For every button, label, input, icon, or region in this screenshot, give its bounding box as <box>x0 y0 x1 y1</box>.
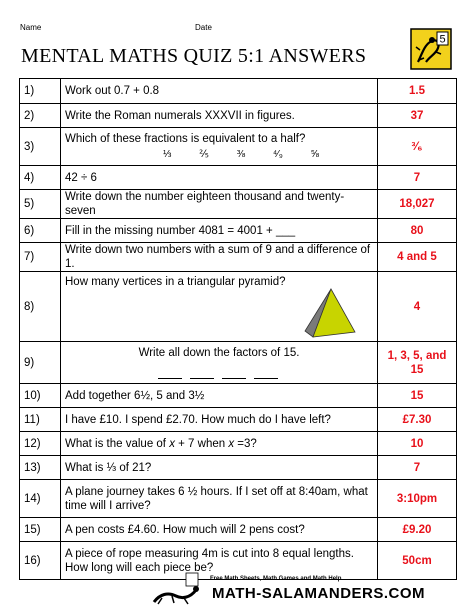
question-cell <box>61 128 378 166</box>
question-text: Write down the number eighteen thousand and twenty-seven <box>61 190 378 219</box>
date-label: Date <box>195 23 212 32</box>
answer: 4 <box>378 272 457 342</box>
table-row <box>20 432 457 456</box>
answer: 37 <box>378 104 457 128</box>
table-row <box>20 384 457 408</box>
question-text: A plane journey takes 6 ½ hours. If I set off at 8:40am, what time will I arrive? <box>61 480 378 518</box>
table-row <box>20 480 457 518</box>
question-number: 6) <box>20 219 61 243</box>
answer-blanks <box>158 369 373 383</box>
footer <box>150 572 426 608</box>
quiz-table <box>19 78 457 580</box>
question-number: 9) <box>20 342 61 384</box>
table-row <box>20 272 457 342</box>
triangular-pyramid-icon <box>303 287 359 339</box>
fraction-options <box>163 148 319 162</box>
question-text: Work out 0.7 + 0.8 <box>61 79 378 104</box>
question-text: I have £10. I spend £2.70. How much do I have left? <box>61 408 378 432</box>
question-text: What is the value of x + 7 when x =3? <box>61 432 378 456</box>
question-number: 10) <box>20 384 61 408</box>
fraction-option: ⁴⁄₉ <box>272 148 283 160</box>
answer: 80 <box>378 219 457 243</box>
salamander-mascot-icon <box>150 572 208 608</box>
table-row <box>20 104 457 128</box>
table-row <box>20 243 457 272</box>
answer: 4 and 5 <box>378 243 457 272</box>
answer: 3:10pm <box>378 480 457 518</box>
question-number: 12) <box>20 432 61 456</box>
question-number: 15) <box>20 518 61 542</box>
question-text: Write all down the factors of 15. <box>138 347 300 359</box>
answer: £9.20 <box>378 518 457 542</box>
question-number: 11) <box>20 408 61 432</box>
table-row <box>20 219 457 243</box>
footer-tagline: Free Math Sheets, Math Games and Math Help <box>210 576 342 582</box>
question-text: Write the Roman numerals XXXVII in figures. <box>61 104 378 128</box>
table-row <box>20 408 457 432</box>
name-date-line <box>20 23 320 32</box>
answer: 1, 3, 5, and 15 <box>378 342 457 384</box>
table-row <box>20 166 457 190</box>
answer: 10 <box>378 432 457 456</box>
question-number: 1) <box>20 79 61 104</box>
answer: 18,027 <box>378 190 457 219</box>
fraction-option: ⅓ <box>163 148 172 160</box>
question-number: 5) <box>20 190 61 219</box>
answer: ³⁄₆ <box>378 128 457 166</box>
answer: 7 <box>378 456 457 480</box>
question-text: 42 ÷ 6 <box>61 166 378 190</box>
question-text: A piece of rope measuring 4m is cut into 8 equal lengths. How long will each piece be? <box>61 542 378 580</box>
fraction-option: ⅜ <box>236 148 246 160</box>
question-number: 2) <box>20 104 61 128</box>
name-label: Name <box>20 23 42 32</box>
question-text: Add together 6½, 5 and 3½ <box>61 384 378 408</box>
table-row <box>20 79 457 104</box>
answer: 50cm <box>378 542 457 580</box>
question-text: Fill in the missing number 4081 = 4001 + ___ <box>61 219 378 243</box>
question-number: 7) <box>20 243 61 272</box>
fraction-option: ⅝ <box>310 148 319 160</box>
salamander-logo-icon <box>410 28 452 70</box>
question-number: 8) <box>20 272 61 342</box>
table-row <box>20 518 457 542</box>
table-row <box>20 128 457 166</box>
question-text: What is ⅓ of 21? <box>61 456 378 480</box>
question-number: 13) <box>20 456 61 480</box>
table-row <box>20 190 457 219</box>
answer: 15 <box>378 384 457 408</box>
question-text: Write down two numbers with a sum of 9 and a difference of 1. <box>61 243 378 272</box>
question-cell <box>61 272 378 342</box>
footer-site[interactable]: MATH-SALAMANDERS.COM <box>212 585 426 602</box>
question-number: 3) <box>20 128 61 166</box>
page-title: MENTAL MATHS QUIZ 5:1 ANSWERS <box>21 45 367 67</box>
answer: 1.5 <box>378 79 457 104</box>
question-text: A pen costs £4.60. How much will 2 pens cost? <box>61 518 378 542</box>
question-text: Which of these fractions is equivalent to a half? <box>65 132 306 145</box>
answer: £7.30 <box>378 408 457 432</box>
question-text: How many vertices in a triangular pyramid? <box>65 276 286 288</box>
table-row <box>20 456 457 480</box>
question-number: 14) <box>20 480 61 518</box>
question-number: 4) <box>20 166 61 190</box>
table-row <box>20 342 457 384</box>
question-cell <box>61 342 378 384</box>
question-number: 16) <box>20 542 61 580</box>
logo-number: 5 <box>439 33 446 46</box>
fraction-option: ⅖ <box>199 148 209 160</box>
answer: 7 <box>378 166 457 190</box>
